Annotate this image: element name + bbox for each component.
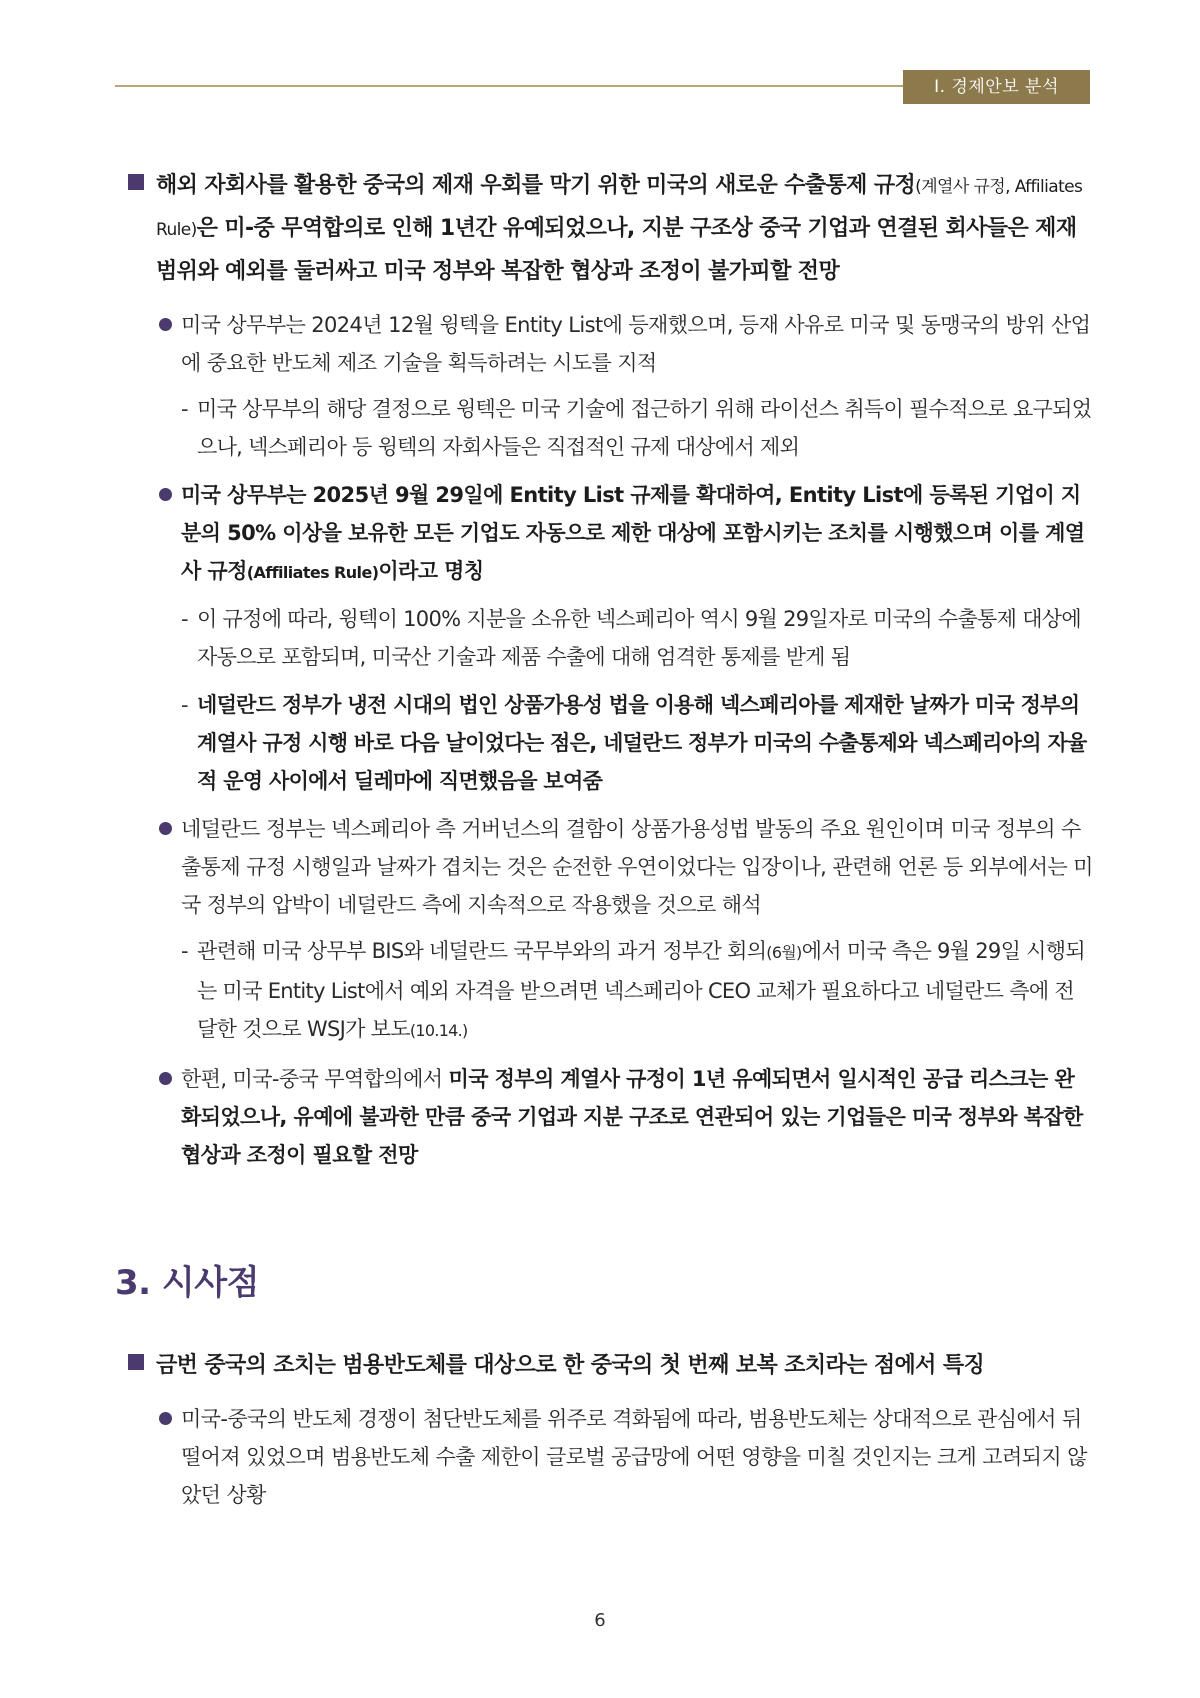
headline-text: 금번 중국의 조치는 범용반도체를 대상으로 한 중국의 첫 번째 보복 조치라는 점에서 특징 [156,1353,985,1378]
bullet-item [159,306,1093,382]
circle-bullet-icon [159,488,172,501]
section-body-2 [128,1345,1093,1522]
bullet-text: 미국 상무부는 2024년 12월 윙텍을 Entity List에 등재했으며, 등재 사유로 미국 및 동맹국의 방위 산업에 중요한 반도체 제조 기술을 획득하려는 시도를 지적 [181,313,1091,375]
dash-icon: - [181,397,189,421]
circle-bullet-icon [159,1072,172,1085]
header-rule [115,85,905,87]
page-number: 6 [594,1610,606,1631]
dash-text: 미국 상무부의 해당 결정으로 윙텍은 미국 기술에 접근하기 위해 라이선스 취득이 필수적으로 요구되었으나, 넥스페리아 등 윙텍의 자회사들은 직접적인 규제 대상에서 제외 [197,397,1092,459]
dash-item [181,686,1093,800]
bullet-text: 미국-중국의 반도체 경쟁이 첨단반도체를 위주로 격화됨에 따라, 범용반도체는 상대적으로 관심에서 뒤떨어져 있었으며 범용반도체 수출 제한이 글로벌 공급망에 어떤 영향을 미칠 것인지는 크게 고려되지 않았던 상황 [181,1407,1087,1507]
chapter-tab: Ⅰ. 경제안보 분석 [903,70,1090,104]
dash-item [181,600,1093,676]
dash-text: 이 규정에 따라, 윙텍이 100% 지분을 소유한 넥스페리아 역시 9월 29일자로 미국의 수출통제 대상에 자동으로 포함되며, 미국산 기술과 제품 수출에 대해 엄격한 통제를 받게 됨 [197,607,1081,669]
bullet-item [159,1060,1093,1174]
dash-icon: - [181,693,189,717]
section-body-1 [128,165,1093,1182]
dash-icon: - [181,607,189,631]
dash-icon: - [181,939,189,963]
bullet-text: 미국 상무부는 2025년 9월 29일에 Entity List 규제를 확대하여, Entity List에 등록된 기업이 지분의 50% 이상을 보유한 모든 기업도 자동으로 제한 대상에 포함시키는 조치를 시행했으며 이를 계열사 규정(Affiliates Rule)이라고 명칭 [181,483,1085,583]
circle-bullet-icon [159,822,172,835]
bullet-text: 한편, 미국-중국 무역합의에서 미국 정부의 계열사 규정이 1년 유예되면서 일시적인 공급 리스크는 완화되었으나, 유예에 불과한 만큼 중국 기업과 지분 구조로 연관되어 있는 기업들은 미국 정부와 복잡한 협상과 조정이 필요할 전망 [181,1067,1083,1167]
bullet-item [159,810,1093,924]
headline-block [128,1345,1093,1386]
headline-text: 해외 자회사를 활용한 중국의 제재 우회를 막기 위한 미국의 새로운 수출통제 규정(계열사 규정, Affiliates Rule)은 미-중 무역합의로 인해 1년간 유예되었으나, 지분 구조상 중국 기업과 연결된 회사들은 제재 범위와 예외를 둘러싸고 미국 정부와 복잡한 협상과 조정이 불가피할 전망 [156,173,1083,284]
dash-item [181,390,1093,466]
dash-item [181,932,1093,1050]
bullet-text: 네덜란드 정부는 넥스페리아 측 거버넌스의 결함이 상품가용성법 발동의 주요 원인이며 미국 정부의 수출통제 규정 시행일과 날짜가 겹치는 것은 순전한 우연이었다는 입장이나, 관련해 언론 등 외부에서는 미국 정부의 압박이 네덜란드 측에 지속적으로 작용했을 것으로 해석 [181,817,1093,917]
circle-bullet-icon [159,318,172,331]
square-bullet-icon [128,1354,144,1370]
dash-text: 관련해 미국 상무부 BIS와 네덜란드 국무부와의 과거 정부간 회의(6월)에서 미국 측은 9월 29일 시행되는 미국 Entity List에서 예외 자격을 받으려면 넥스페리아 CEO 교체가 필요하다고 네덜란드 측에 전달한 것으로 WSJ가 보도(10.14.) [197,939,1085,1041]
circle-bullet-icon [159,1412,172,1425]
square-bullet-icon [128,174,144,190]
headline-block [128,165,1093,292]
section-title: 3. 시사점 [115,1263,259,1303]
dash-text: 네덜란드 정부가 냉전 시대의 법인 상품가용성 법을 이용해 넥스페리아를 제재한 날짜가 미국 정부의 계열사 규정 시행 바로 다음 날이었다는 점은, 네덜란드 정부가 미국의 수출통제와 넥스페리아의 자율적 운영 사이에서 딜레마에 직면했음을 보여줌 [197,693,1087,793]
bullet-item [159,476,1093,592]
bullet-item [159,1400,1093,1514]
